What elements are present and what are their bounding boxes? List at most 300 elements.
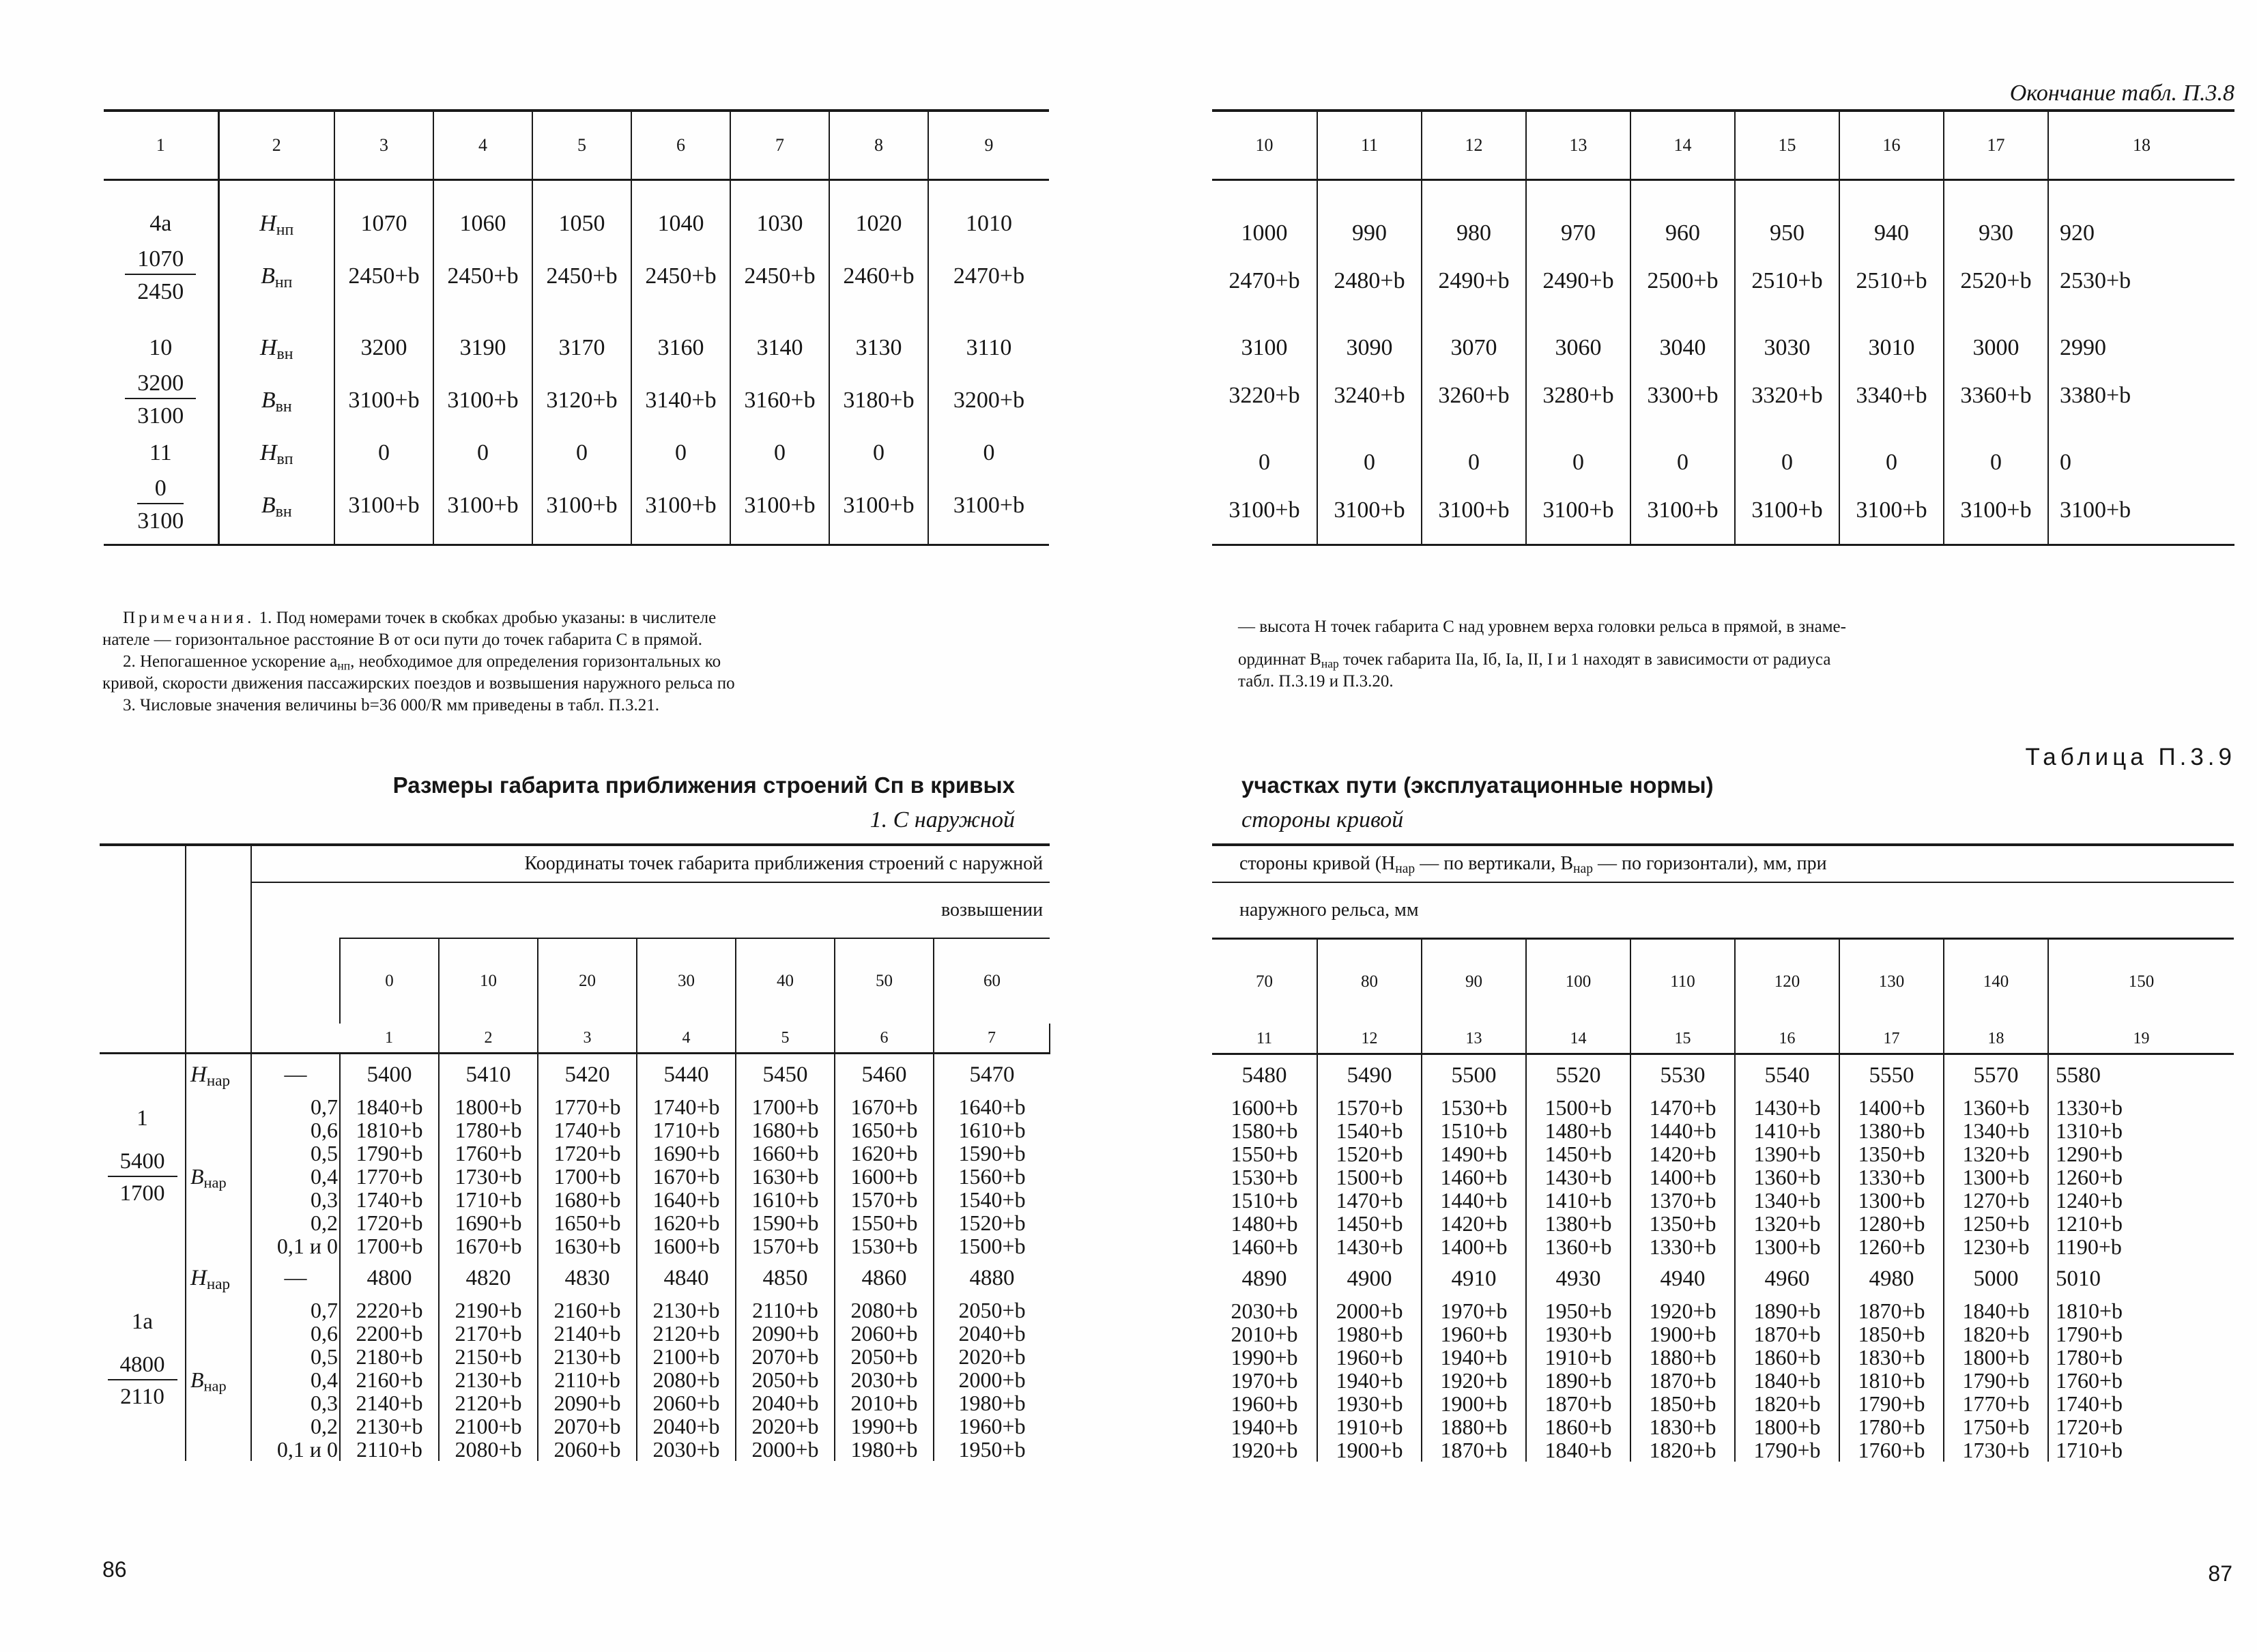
value-cell: 2170+b: [439, 1322, 538, 1345]
value-cell: 1760+b: [1839, 1438, 1944, 1462]
group-header-b: — по вертикали, B: [1415, 853, 1574, 874]
value-cell: 1690+b: [637, 1142, 736, 1165]
value-cell: 2990: [2048, 305, 2234, 372]
value-cell: 2090+b: [538, 1391, 637, 1415]
value-cell: 2130+b: [439, 1368, 538, 1391]
value-cell: 1960+b: [1422, 1322, 1526, 1346]
value-cell: 3100+b: [1317, 487, 1422, 545]
value-cell: 5470: [934, 1054, 1050, 1096]
value-cell: 1990+b: [835, 1415, 934, 1438]
value-cell: 1950+b: [1526, 1299, 1630, 1322]
value-cell: 1610+b: [934, 1118, 1050, 1142]
value-cell: 1430+b: [1526, 1165, 1630, 1189]
value-cell: 3360+b: [1944, 372, 2048, 420]
point-coordinates: [104, 248, 218, 305]
value-cell: 4910: [1422, 1258, 1526, 1299]
value-cell: 1580+b: [1231, 1119, 1298, 1142]
value-cell: 1910+b: [1526, 1346, 1630, 1369]
table-row: [104, 180, 1049, 248]
value-cell: 2050+b: [835, 1345, 934, 1368]
value-cell: 1940+b: [1422, 1346, 1526, 1369]
value-cell: 2510+b: [1839, 257, 1944, 305]
value-cell: 1790+b: [2048, 1322, 2234, 1346]
value-cell: 0: [1422, 420, 1526, 487]
value-cell: 1320+b: [1735, 1212, 1839, 1235]
group-header-c: — по горизонтали), мм, при: [1593, 853, 1827, 874]
value-cell: 5550: [1839, 1054, 1944, 1097]
table-row: [1212, 420, 2234, 487]
column-number: 14: [1526, 1024, 1630, 1054]
value-cell: 2010+b: [835, 1391, 934, 1415]
note-right-2a: ординнат B: [1238, 650, 1321, 669]
header-row: [1212, 882, 2234, 939]
b-row: [1212, 1392, 2234, 1415]
value-cell: 1660+b: [736, 1142, 835, 1165]
value-cell: 1740+b: [340, 1188, 439, 1211]
value-cell: 1550+b: [835, 1211, 934, 1234]
value-cell: 3160: [631, 305, 730, 372]
value-cell: 1670+b: [439, 1234, 538, 1258]
elevation-header: возвышении: [340, 882, 1050, 938]
column-number: 16: [1735, 1024, 1839, 1054]
value-cell: 1400+b: [1839, 1096, 1944, 1119]
bottom-table-left: [100, 843, 1050, 1461]
value-cell: 1870+b: [1735, 1322, 1839, 1346]
value-cell: 1620+b: [835, 1142, 934, 1165]
value-cell: 1840+b: [340, 1095, 439, 1118]
value-cell: 2450+b: [532, 248, 631, 305]
acceleration-value: 0,5: [251, 1142, 340, 1165]
value-cell: 2080+b: [439, 1438, 538, 1461]
b-row: [1212, 1346, 2234, 1369]
value-cell: 3300+b: [1630, 372, 1735, 420]
value-cell: 1070: [334, 180, 433, 248]
b-row: [1212, 1189, 2234, 1212]
value-cell: 1410+b: [1735, 1119, 1839, 1142]
table-title-right: участках пути (эксплуатационные нормы): [1241, 772, 1714, 798]
value-cell: 1790+b: [1839, 1392, 1944, 1415]
value-cell: 0: [1317, 420, 1422, 487]
value-cell: 2070+b: [736, 1345, 835, 1368]
value-cell: 3110: [928, 305, 1049, 372]
fraction-denominator: 2450: [137, 279, 184, 304]
value-cell: 1570+b: [736, 1234, 835, 1258]
value-cell: 1600+b: [1231, 1096, 1298, 1119]
value-cell: 1590+b: [736, 1211, 835, 1234]
value-cell: 1940+b: [1231, 1415, 1298, 1438]
group-header-a: стороны кривой (H: [1239, 853, 1396, 874]
point-number: 10: [104, 305, 218, 372]
column-number: 12: [1422, 111, 1526, 180]
value-cell: 1260+b: [1839, 1235, 1944, 1258]
column-number: 10: [1212, 111, 1317, 180]
value-cell: 1300+b: [1839, 1189, 1944, 1212]
value-cell: 3100+b: [928, 477, 1049, 545]
value-cell: 2480+b: [1317, 257, 1422, 305]
value-cell: 0: [1259, 450, 1270, 475]
value-cell: 2130+b: [340, 1415, 439, 1438]
value-cell: 4960: [1735, 1258, 1839, 1299]
elevation-value: 10: [439, 938, 538, 1024]
value-cell: 3100+b: [334, 477, 433, 545]
value-cell: 920: [2048, 180, 2234, 258]
value-cell: 0: [433, 429, 532, 477]
h-nar-sub: нар: [206, 1274, 230, 1292]
b-row: [1212, 1165, 2234, 1189]
h-label-letter: H: [259, 440, 277, 465]
value-cell: 2130+b: [637, 1299, 736, 1322]
value-cell: 1770+b: [340, 1165, 439, 1188]
note-right-2b: точек габарита IIа, Iб, Iа, II, I и 1 находят в зависимости от радиуса: [1338, 650, 1831, 669]
value-cell: 1240+b: [2048, 1189, 2234, 1212]
value-cell: 3100+b: [2048, 487, 2234, 545]
value-cell: 3180+b: [829, 372, 928, 429]
h-label: [186, 1054, 251, 1096]
acceleration-value: 0,1 и 0: [251, 1438, 340, 1461]
value-cell: 2080+b: [637, 1368, 736, 1391]
value-cell: 1880+b: [1630, 1346, 1735, 1369]
value-cell: 1600+b: [637, 1234, 736, 1258]
table-row: [1212, 487, 2234, 545]
acceleration-value: 0,6: [251, 1118, 340, 1142]
value-cell: 5440: [637, 1054, 736, 1096]
value-cell: 2090+b: [736, 1322, 835, 1345]
value-cell: 3070: [1422, 305, 1526, 372]
value-cell: 2190+b: [439, 1299, 538, 1322]
value-cell: 2000+b: [934, 1368, 1050, 1391]
value-cell: 3190: [433, 305, 532, 372]
value-cell: 2030+b: [835, 1368, 934, 1391]
value-cell: 4900: [1317, 1258, 1422, 1299]
value-cell: 2050+b: [934, 1299, 1050, 1322]
value-cell: 1790+b: [340, 1142, 439, 1165]
b-row: [1212, 1235, 2234, 1258]
elevation-header: наружного рельса, мм: [1212, 882, 2234, 939]
value-cell: 5450: [736, 1054, 835, 1096]
coordinate-fraction: [108, 1354, 177, 1408]
value-cell: 2450+b: [730, 248, 829, 305]
h-nar-letter: H: [190, 1062, 207, 1087]
value-cell: 1920+b: [1630, 1299, 1735, 1322]
note-right-2-sub: нар: [1321, 656, 1339, 671]
value-cell: 2510+b: [1735, 257, 1839, 305]
value-cell: 1280+b: [1839, 1212, 1944, 1235]
value-cell: 1470+b: [1630, 1096, 1735, 1119]
elevation-value: 0: [340, 938, 439, 1024]
value-cell: 940: [1839, 180, 1944, 258]
value-cell: 1780+b: [1839, 1415, 1944, 1438]
value-cell: 4830: [538, 1258, 637, 1299]
value-cell: 1540+b: [1317, 1119, 1422, 1142]
value-cell: 1980+b: [835, 1438, 934, 1461]
header-row: [100, 845, 1050, 882]
value-cell: 1650+b: [835, 1118, 934, 1142]
value-cell: 0: [1944, 420, 2048, 487]
value-cell: 1330+b: [2048, 1096, 2234, 1119]
value-cell: 1300+b: [1944, 1165, 2048, 1189]
value-cell: 2040+b: [736, 1391, 835, 1415]
value-cell: 1960+b: [1317, 1346, 1422, 1369]
value-cell: 5540: [1735, 1054, 1839, 1097]
point-coordinates: [100, 1150, 185, 1205]
value-cell: 1380+b: [1839, 1119, 1944, 1142]
value-cell: 960: [1630, 180, 1735, 258]
elevation-value: 30: [637, 938, 736, 1024]
value-cell: 1970+b: [1231, 1369, 1298, 1392]
value-cell: 1500+b: [1317, 1165, 1422, 1189]
value-cell: 1830+b: [1839, 1346, 1944, 1369]
value-cell: 1420+b: [1422, 1212, 1526, 1235]
table-row: [104, 477, 1049, 545]
value-cell: 1850+b: [1630, 1392, 1735, 1415]
value-cell: 2160+b: [340, 1368, 439, 1391]
value-cell: 3100+b: [1839, 487, 1944, 545]
value-cell: 1800+b: [1735, 1415, 1839, 1438]
coordinate-label: [218, 477, 334, 545]
value-cell: 2060+b: [538, 1438, 637, 1461]
value-cell: 1770+b: [538, 1095, 637, 1118]
page-number-right: 87: [2208, 1561, 2232, 1586]
point-number: 11: [104, 429, 218, 477]
column-number: 15: [1630, 1024, 1735, 1054]
column-number: 14: [1630, 111, 1735, 180]
value-cell: 1000: [1241, 220, 1288, 246]
column-number: 4: [433, 111, 532, 180]
value-cell: 0: [928, 429, 1049, 477]
b-row: [100, 1299, 1050, 1322]
acceleration-value: 0,2: [251, 1415, 340, 1438]
note-1-text: 1. Под номерами точек в скобках дробью указаны: в числителе: [259, 609, 717, 627]
point-header: [100, 845, 186, 1054]
value-cell: 1960+b: [934, 1415, 1050, 1438]
value-cell: 1980+b: [934, 1391, 1050, 1415]
value-cell: 1780+b: [439, 1118, 538, 1142]
value-cell: 1420+b: [1630, 1142, 1735, 1165]
value-cell: 1530+b: [1231, 1165, 1298, 1189]
value-cell: 3100: [1241, 335, 1288, 360]
value-cell: 1520+b: [1317, 1142, 1422, 1165]
coordinate-fraction: [137, 477, 184, 533]
point-number: 1а: [131, 1309, 154, 1334]
value-cell: 1630+b: [538, 1234, 637, 1258]
value-cell: 3100+b: [532, 477, 631, 545]
right-page: [1129, 0, 2257, 1652]
table-row: [1212, 305, 2234, 372]
value-cell: 2150+b: [439, 1345, 538, 1368]
value-cell: 990: [1317, 180, 1422, 258]
value-cell: 4880: [934, 1258, 1050, 1299]
value-cell: 4850: [736, 1258, 835, 1299]
value-cell: 1720+b: [538, 1142, 637, 1165]
value-cell: 3100+b: [1735, 487, 1839, 545]
value-cell: 4840: [637, 1258, 736, 1299]
value-cell: 3140+b: [631, 372, 730, 429]
value-cell: 0: [1630, 420, 1735, 487]
value-cell: 1690+b: [439, 1211, 538, 1234]
value-cell: 1570+b: [835, 1188, 934, 1211]
value-cell: 2100+b: [637, 1345, 736, 1368]
value-cell: 2450+b: [334, 248, 433, 305]
value-cell: 4860: [835, 1258, 934, 1299]
value-cell: 0: [1839, 420, 1944, 487]
value-cell: 5400: [340, 1054, 439, 1096]
note-right-3: табл. П.3.19 и П.3.20.: [1238, 672, 1394, 691]
value-cell: 1020: [829, 180, 928, 248]
bottom-table-right: [1212, 843, 2234, 1462]
value-cell: 1540+b: [934, 1188, 1050, 1211]
value-cell: 2010+b: [1231, 1322, 1298, 1346]
value-cell: 1620+b: [637, 1211, 736, 1234]
value-cell: 2030+b: [637, 1438, 736, 1461]
value-cell: 1900+b: [1422, 1392, 1526, 1415]
group-header: Координаты точек габарита приближения строений с наружной: [251, 845, 1050, 882]
note-line-3: [102, 651, 735, 673]
value-cell: 1700+b: [538, 1165, 637, 1188]
table-row: [104, 372, 1049, 429]
b-row: [1212, 1212, 2234, 1235]
elevation-value: 80: [1317, 939, 1422, 1025]
page-number-left: 86: [102, 1557, 127, 1582]
h-label-sub: вп: [276, 450, 293, 468]
value-cell: 0: [631, 429, 730, 477]
fraction-denominator: 3100: [137, 403, 184, 429]
table-label: Таблица П.3.9: [2025, 744, 2236, 770]
value-cell: 3030: [1735, 305, 1839, 372]
value-cell: 1930+b: [1526, 1322, 1630, 1346]
value-cell: 1670+b: [637, 1165, 736, 1188]
coordinate-label: [218, 429, 334, 477]
value-cell: 1410+b: [1526, 1189, 1630, 1212]
value-cell: 5010: [2048, 1258, 2234, 1299]
value-cell: 1740+b: [538, 1118, 637, 1142]
note-line-1: [102, 607, 735, 629]
value-cell: 1290+b: [2048, 1142, 2234, 1165]
elevation-value: 40: [736, 938, 835, 1024]
column-number: 4: [637, 1024, 736, 1054]
acceleration-value: 0,1 и 0: [251, 1234, 340, 1258]
value-cell: 2070+b: [538, 1415, 637, 1438]
column-number: 18: [1944, 1024, 2048, 1054]
value-cell: 1920+b: [1422, 1369, 1526, 1392]
value-cell: 2140+b: [538, 1322, 637, 1345]
value-cell: 2470+b: [1228, 268, 1300, 293]
h-nar-sub: нар: [206, 1071, 230, 1089]
value-cell: 4890: [1241, 1266, 1287, 1291]
value-cell: 2110+b: [340, 1438, 439, 1461]
value-cell: 1490+b: [1422, 1142, 1526, 1165]
value-cell: 1870+b: [1839, 1299, 1944, 1322]
value-cell: 5490: [1317, 1054, 1422, 1097]
value-cell: 1350+b: [1630, 1212, 1735, 1235]
value-cell: 1450+b: [1317, 1212, 1422, 1235]
elevation-value: 20: [538, 938, 637, 1024]
table-row: [1212, 257, 2234, 305]
value-cell: 1890+b: [1735, 1299, 1839, 1322]
acceleration-value: 0,2: [251, 1211, 340, 1234]
value-cell: 1440+b: [1422, 1189, 1526, 1212]
value-cell: 3060: [1526, 305, 1630, 372]
value-cell: 970: [1526, 180, 1630, 258]
value-cell: 1840+b: [1526, 1438, 1630, 1462]
value-cell: 1980+b: [1317, 1322, 1422, 1346]
value-cell: 1360+b: [1735, 1165, 1839, 1189]
value-cell: 1010: [928, 180, 1049, 248]
elevation-value: 100: [1526, 939, 1630, 1025]
value-cell: 1040: [631, 180, 730, 248]
value-cell: 3100+b: [433, 477, 532, 545]
value-cell: 1340+b: [1735, 1189, 1839, 1212]
value-cell: 1840+b: [1944, 1299, 2048, 1322]
value-cell: 1910+b: [1317, 1415, 1422, 1438]
value-cell: 2000+b: [1317, 1299, 1422, 1322]
value-cell: 1760+b: [439, 1142, 538, 1165]
value-cell: 3100+b: [1422, 487, 1526, 545]
value-cell: 3100+b: [334, 372, 433, 429]
b-nar-sub: нар: [203, 1377, 227, 1395]
point-cell: [100, 1054, 186, 1258]
column-number: 6: [631, 111, 730, 180]
value-cell: 2080+b: [835, 1299, 934, 1322]
value-cell: 1400+b: [1630, 1165, 1735, 1189]
value-cell: 1340+b: [1944, 1119, 2048, 1142]
value-cell: 3200: [334, 305, 433, 372]
value-cell: 1900+b: [1630, 1322, 1735, 1346]
value-cell: 1330+b: [1630, 1235, 1735, 1258]
value-cell: 3170: [532, 305, 631, 372]
value-cell: 1030: [730, 180, 829, 248]
value-cell: 1480+b: [1231, 1212, 1298, 1235]
value-cell: 1760+b: [2048, 1369, 2234, 1392]
value-cell: 1380+b: [1526, 1212, 1630, 1235]
value-cell: 3240+b: [1317, 372, 1422, 420]
elevation-value: 70: [1256, 972, 1273, 991]
value-cell: 2470+b: [928, 248, 1049, 305]
value-cell: 2050+b: [736, 1368, 835, 1391]
continuation-label: Окончание табл. П.3.8: [2009, 81, 2234, 106]
value-cell: 4930: [1526, 1258, 1630, 1299]
value-cell: 1050: [532, 180, 631, 248]
elevation-value: 140: [1944, 939, 2048, 1025]
note-line-5: 3. Числовые значения величины b=36 000/R мм приведены в табл. П.3.21.: [123, 696, 659, 714]
b-nar-sub: нар: [203, 1174, 227, 1191]
b-nar-letter: B: [190, 1164, 204, 1189]
table-title-left: Размеры габарита приближения строений Сп в кривых: [392, 772, 1015, 798]
point-block: [100, 1107, 185, 1205]
acceleration-value: 0,3: [251, 1188, 340, 1211]
h-label-letter: H: [259, 335, 277, 360]
value-cell: 2500+b: [1630, 257, 1735, 305]
b-row: [1212, 1119, 2234, 1142]
h-row: [100, 1258, 1050, 1299]
value-cell: 1600+b: [835, 1165, 934, 1188]
acceleration-value: 0,5: [251, 1345, 340, 1368]
coordinate-fraction: [108, 1150, 177, 1205]
value-cell: 1710+b: [439, 1188, 538, 1211]
note-line-4: кривой, скорости движения пассажирских поездов и возвышения наружного рельса по: [102, 674, 735, 693]
value-cell: 1920+b: [1231, 1438, 1298, 1462]
value-cell: 1370+b: [1630, 1189, 1735, 1212]
fraction-denominator: 1700: [119, 1181, 165, 1206]
acceleration-value: —: [251, 1054, 340, 1096]
value-cell: 1930+b: [1317, 1392, 1422, 1415]
column-number: 5: [532, 111, 631, 180]
value-cell: 1720+b: [340, 1211, 439, 1234]
column-number: 6: [835, 1024, 934, 1054]
column-number: 5: [736, 1024, 835, 1054]
note-2-rest: , необходимое для определения горизонтальных ко: [350, 652, 721, 671]
value-cell: 1720+b: [2048, 1415, 2234, 1438]
column-number: 19: [2048, 1024, 2234, 1054]
